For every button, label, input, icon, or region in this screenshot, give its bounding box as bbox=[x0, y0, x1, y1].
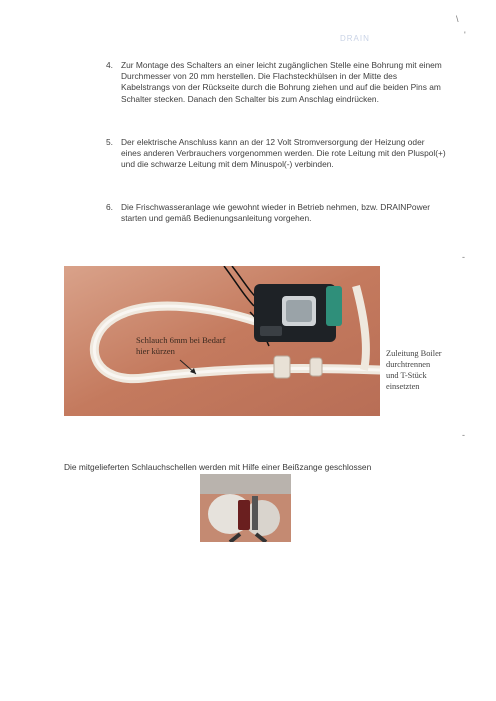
step-number: 4. bbox=[106, 60, 113, 70]
scan-mark: - bbox=[462, 430, 465, 440]
photo-annotation-line: hier kürzen bbox=[136, 346, 175, 356]
pliers-photo bbox=[200, 474, 291, 542]
step-text: Die Frischwasseranlage wie gewohnt wieder in Betrieb nehmen, bzw. DRAINPower starten und gemäß Bedienungsanleitung vorgehen. bbox=[121, 202, 431, 224]
pliers-photo-drawing bbox=[200, 474, 291, 542]
scan-mark: - bbox=[462, 252, 465, 262]
step-number: 5. bbox=[106, 137, 113, 147]
step-text: Der elektrische Anschluss kann an der 12 Volt Stromversorgung der Heizung oder eines anderen Verbrauchers vorgenommen werden. Die rote Leitung mit den Pluspol(+) und die schwarze Leitung mit dem Minuspol(-) verbinden. bbox=[121, 137, 446, 170]
scan-mark: \ bbox=[456, 14, 459, 24]
photo-annotation-line: Schlauch 6mm bei Bedarf bbox=[136, 335, 226, 345]
instruction-step-4 bbox=[106, 60, 446, 116]
side-annotation-line: einsetzten bbox=[386, 382, 420, 391]
scan-mark: ' bbox=[464, 30, 466, 40]
instruction-step-5 bbox=[106, 137, 446, 183]
side-annotation-line: und T-Stück bbox=[386, 371, 427, 380]
pliers-caption: Die mitgelieferten Schlauchschellen werden mit Hilfe einer Beißzange geschlossen bbox=[64, 462, 372, 472]
instruction-step-6 bbox=[106, 202, 446, 226]
step-number: 6. bbox=[106, 202, 113, 212]
side-annotation-line: Zuleitung Boiler bbox=[386, 349, 442, 358]
side-annotation-line: durchtrennen bbox=[386, 360, 431, 369]
step-text: Zur Montage des Schalters an einer leicht zugänglichen Stelle eine Bohrung mit einem Durchmesser von 20 mm herstellen. Die Flachsteckhülsen in der Mitte des Kabelstrangs von der Rückseite durch die Bohrung ziehen und auf die beiden Pins am Schalter stecken. Danach den Schalter bis zum Anschlag eindrücken. bbox=[121, 60, 442, 104]
arrow-icon bbox=[178, 358, 200, 378]
side-annotation bbox=[386, 348, 456, 392]
photo-annotation bbox=[136, 335, 226, 357]
header-watermark: DRAIN bbox=[340, 34, 370, 43]
